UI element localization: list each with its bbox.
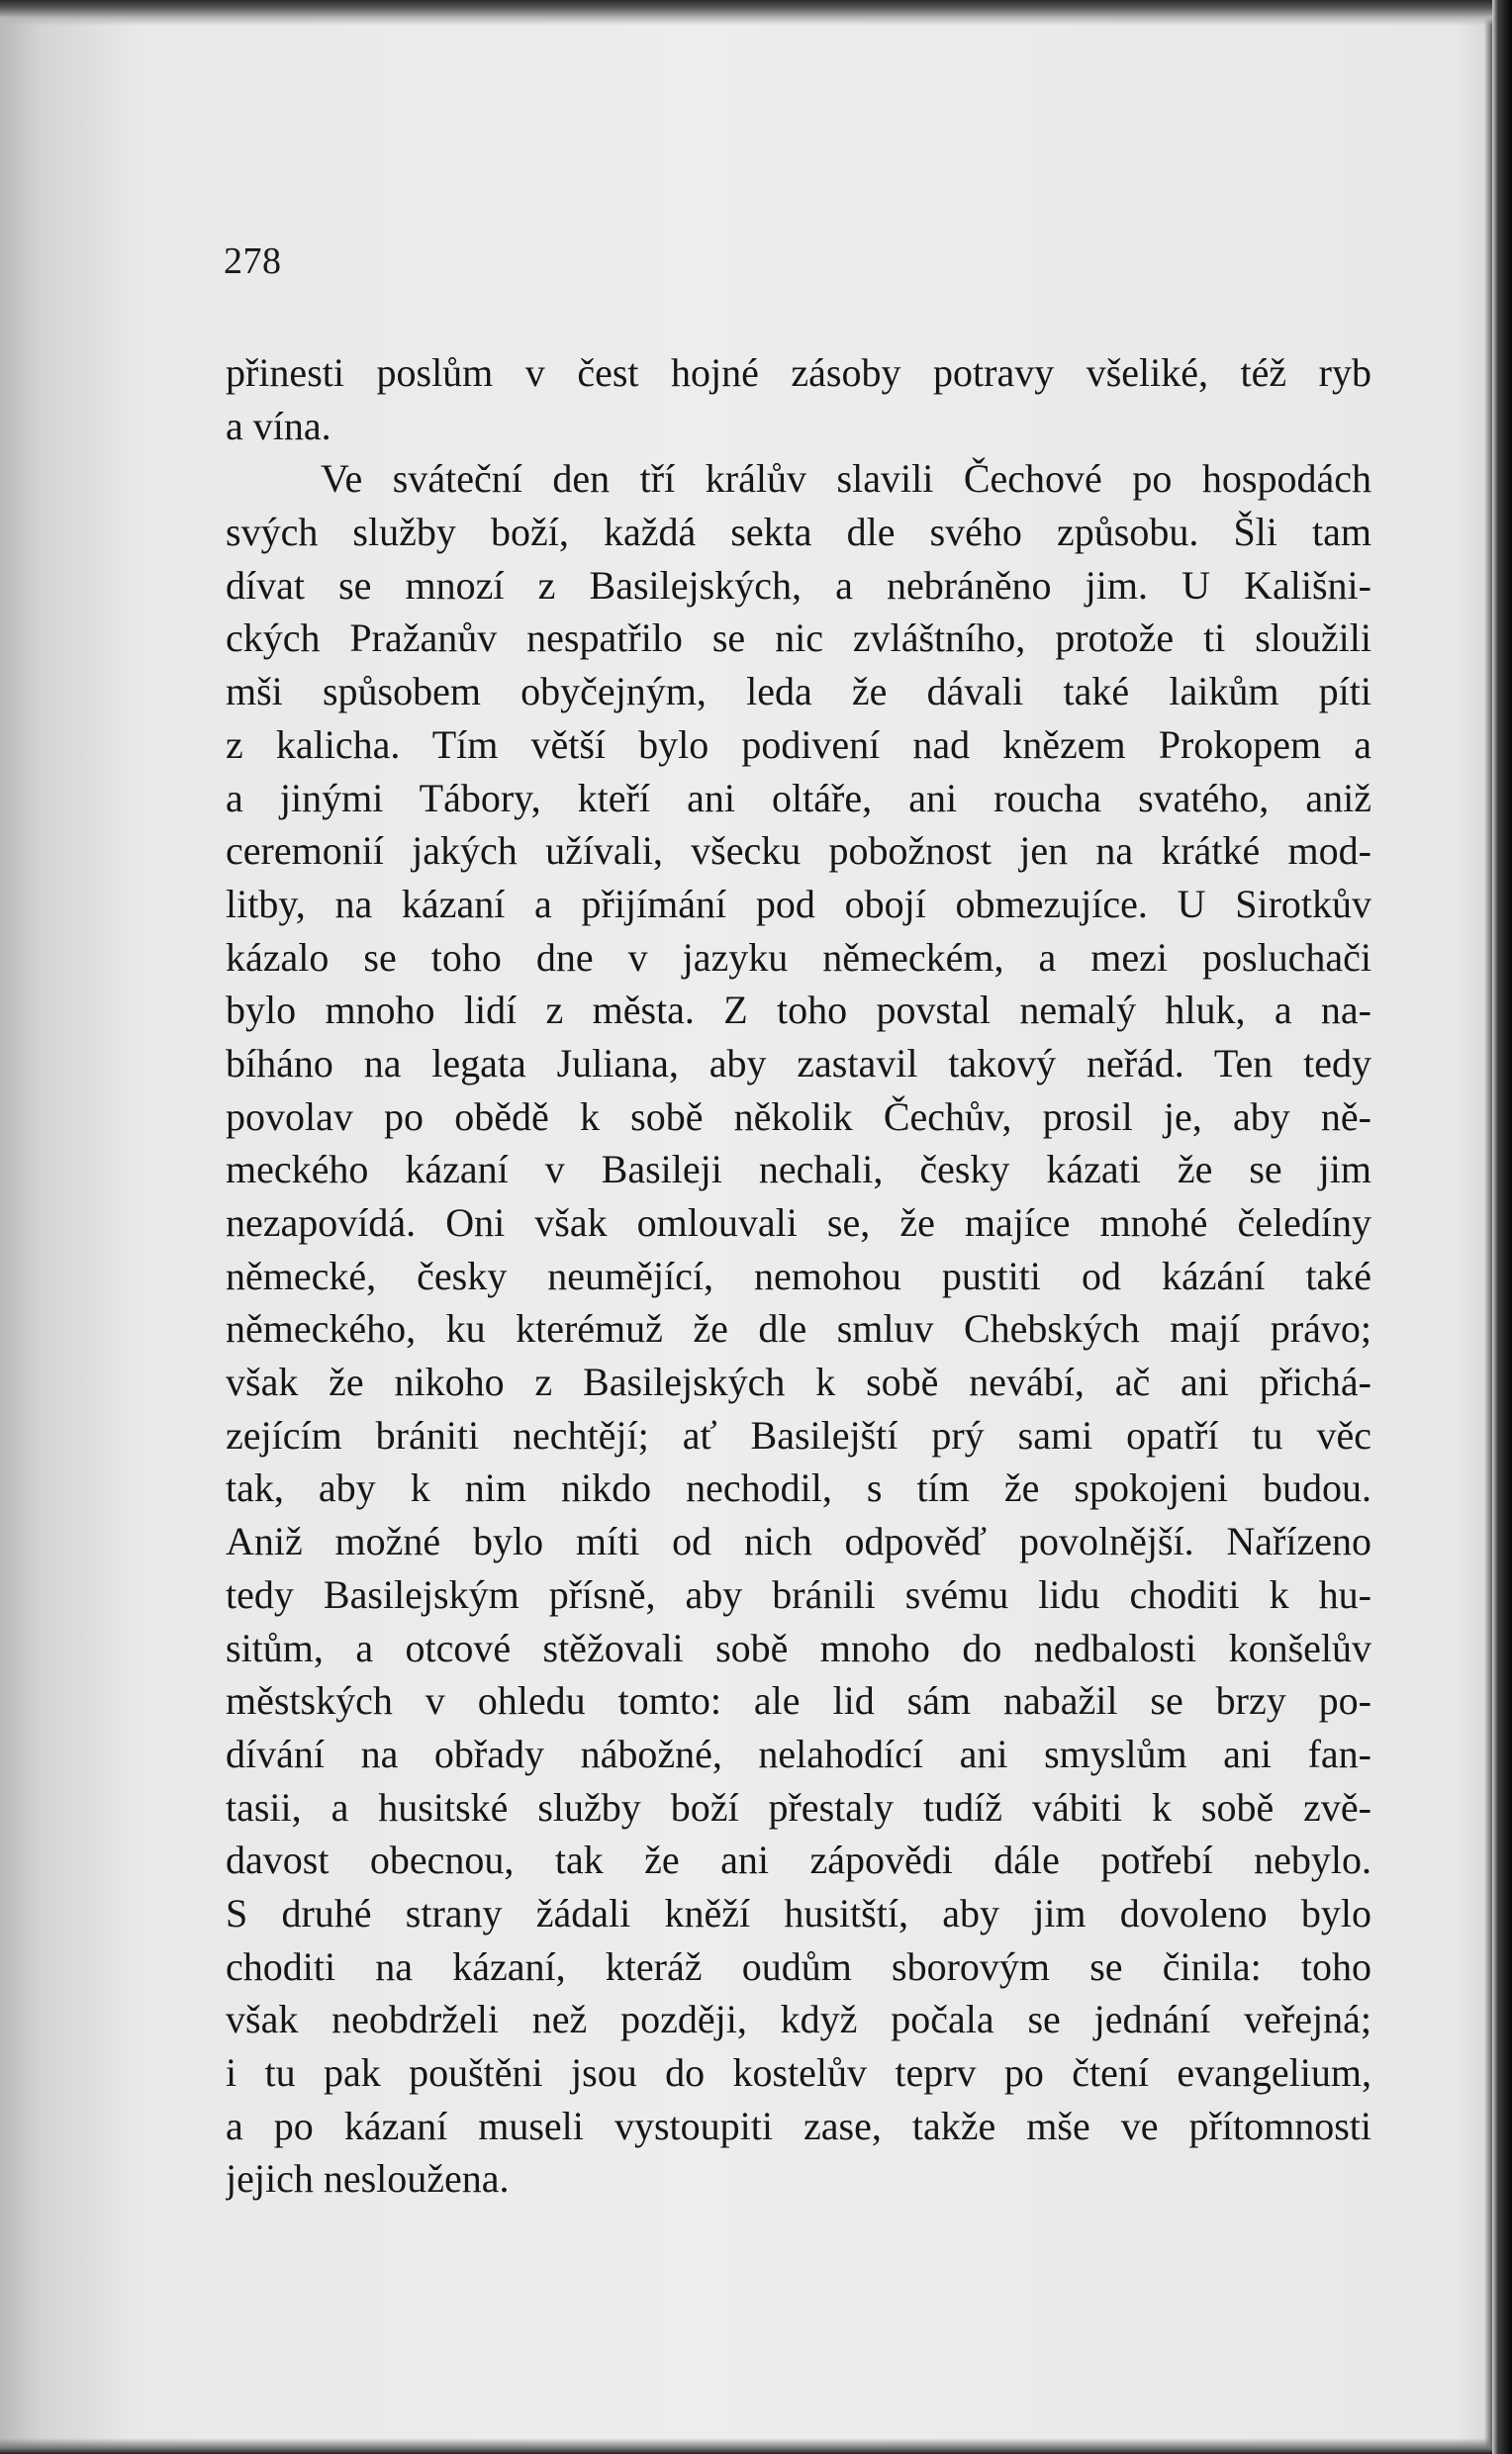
text-line: bylo mnoho lidí z města. Z toho povstal nemalý hluk, a na-	[226, 988, 1371, 1033]
top-scan-edge	[0, 0, 1512, 26]
text-line: dívat se mnozí z Basilejských, a nebráněno jim. U Kališni-	[226, 562, 1371, 608]
text-line: městských v ohledu tomto: ale lid sám nabažil se brzy po-	[226, 1678, 1371, 1724]
page-number: 278	[224, 240, 282, 282]
text-line: německého, ku kterémuž že dle smluv Chebských mají právo;	[226, 1306, 1371, 1352]
text-line: litby, na kázaní a přijímání pod obojí obmezujíce. U Sirotkův	[226, 881, 1371, 926]
text-line: tasii, a husitské služby boží přestaly tudíž vábiti k sobě zvě-	[226, 1784, 1371, 1830]
text-line: kázalo se toho dne v jazyku německém, a mezi posluchači	[226, 934, 1371, 980]
bottom-scan-edge	[0, 2438, 1512, 2454]
text-line: a vína.	[226, 403, 331, 448]
text-line: Aniž možné bylo míti od nich odpověď povolnější. Nařízeno	[226, 1519, 1371, 1564]
text-line: a po kázaní museli vystoupiti zase, takže mše ve přítomnosti	[226, 2103, 1371, 2148]
text-line: povolav po obědě k sobě několik Čechův, prosil je, aby ně-	[226, 1093, 1371, 1139]
text-line: tak, aby k nim nikdo nechodil, s tím že spokojeni budou.	[226, 1465, 1371, 1511]
text-line: však neobdrželi než později, když počala se jednání veřejná;	[226, 1997, 1371, 2042]
text-line: ckých Pražanův nespatřilo se nic zvláštního, protože ti sloužili	[226, 615, 1371, 661]
text-line: ceremonií jakých užívali, všecku pobožnost jen na krátké mod-	[226, 828, 1371, 874]
text-line: Ve sváteční den tří králův slavili Čechové po hospodách	[321, 456, 1371, 502]
text-line: i tu pak pouštěni jsou do kostelův teprv po čtení evangelium,	[226, 2050, 1371, 2095]
text-line: přinesti poslům v čest hojné zásoby potravy všeliké, též ryb	[226, 350, 1371, 395]
text-line: německé, česky neumějící, nemohou pustiti od kázání také	[226, 1253, 1371, 1298]
text-line: mši spůsobem obyčejným, leda že dávali také laikům píti	[226, 669, 1371, 714]
text-line: nezapovídá. Oni však omlouvali se, že majíce mnohé čeledíny	[226, 1200, 1371, 1245]
text-line: však že nikoho z Basilejských k sobě nevábí, ač ani přichá-	[226, 1360, 1371, 1405]
text-line: zejícím brániti nechtějí; ať Basilejští prý sami opatří tu věc	[226, 1412, 1371, 1458]
text-line: dívání na obřady nábožné, nelahodící ani smyslům ani fan-	[226, 1731, 1371, 1776]
text-line: meckého kázaní v Basileji nechali, česky kázati že se jim	[226, 1147, 1371, 1192]
text-line: z kalicha. Tím větší bylo podivení nad knězem Prokopem a	[226, 721, 1371, 767]
body-text	[226, 346, 1371, 2206]
text-line: bíháno na legata Juliana, aby zastavil takový neřád. Ten tedy	[226, 1040, 1371, 1085]
text-line: svých služby boží, každá sekta dle svého způsobu. Šli tam	[226, 510, 1371, 555]
text-line: jejich nesloužena.	[226, 2156, 510, 2202]
text-line: tedy Basilejským přísně, aby bránili svému lidu choditi k hu-	[226, 1571, 1371, 1617]
text-line: sitům, a otcové stěžovali sobě mnoho do nedbalosti konšelův	[226, 1625, 1371, 1670]
text-line: S druhé strany žádali kněží husitští, aby jim dovoleno bylo	[226, 1890, 1371, 1935]
text-line: choditi na kázaní, kteráž oudům sborovým se činila: toho	[226, 1943, 1371, 1989]
right-scan-edge	[1492, 0, 1512, 2454]
text-line: a jinými Tábory, kteří ani oltáře, ani roucha svatého, aniž	[226, 775, 1371, 820]
text-line: davost obecnou, tak že ani zápovědi dále potřebí nebylo.	[226, 1838, 1371, 1883]
